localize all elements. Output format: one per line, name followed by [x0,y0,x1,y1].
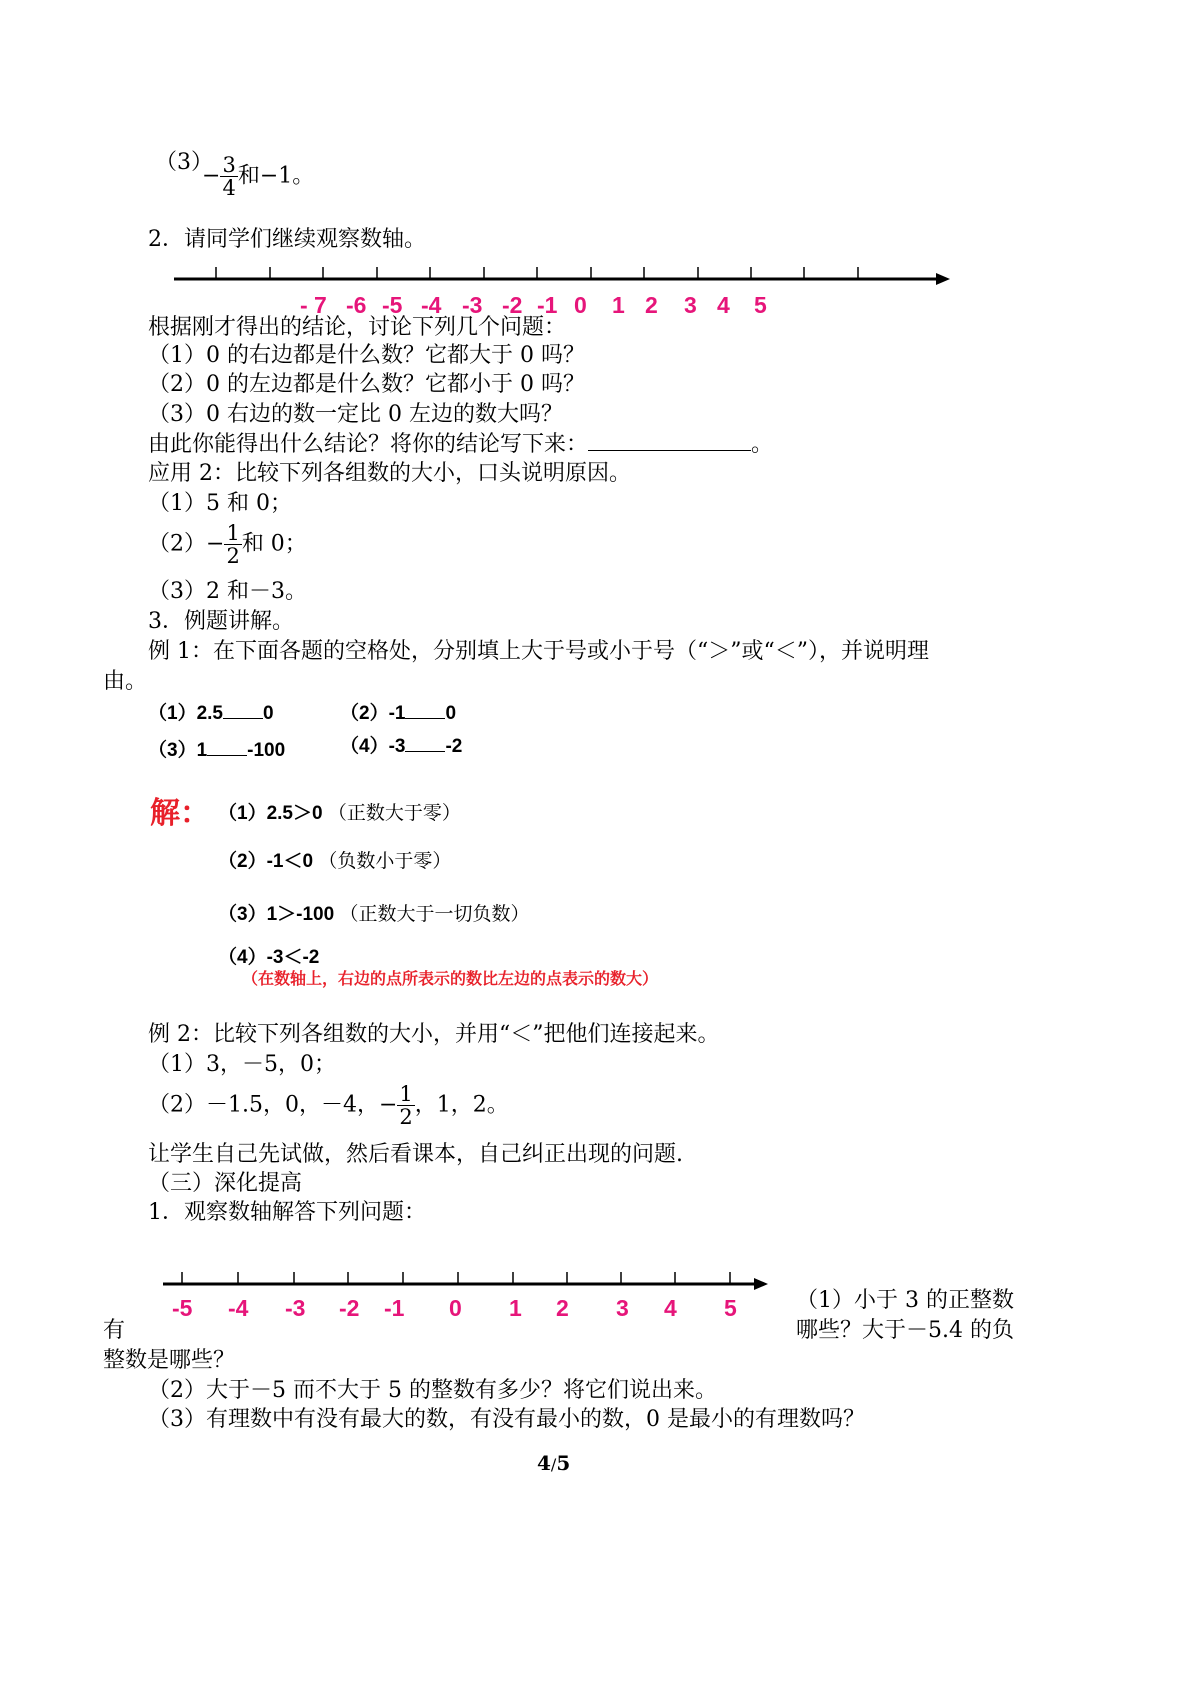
axis-1-arrowhead [936,273,950,285]
solution-reason: （正数大于零） [327,802,461,824]
axis-label: 3 [616,1295,629,1321]
axis-label: -4 [421,292,442,318]
axis-label: 3 [684,292,697,318]
axis-label: -1 [384,1295,405,1321]
example-item-right: -100 [247,740,286,761]
conclusion-prompt: 由此你能得出什么结论？将你的结论写下来： [148,432,589,457]
minus-sign: − [202,163,221,189]
fraction-denominator: 2 [399,1105,413,1129]
example-item-blank[interactable] [405,733,445,752]
example-item-right: 0 [262,703,274,724]
example-item-left: （3）1 [148,740,208,761]
deepen-left-word: 有 [103,1318,126,1343]
item-3-prefix: （3） [155,150,213,175]
solution-expression: （2）-1＜0 [218,851,314,872]
solution-reason: （正数大于一切负数） [339,903,530,925]
solution-label: 解： [150,796,210,831]
fraction-one-half [397,1083,414,1128]
example-1-line-1: 例 1：在下面各题的空格处，分别填上大于号或小于号（“＞”或“＜”），并说明理 [148,639,929,664]
example-item-blank[interactable] [405,700,445,719]
example-2-item-1: （1）3，－5，0； [148,1052,336,1077]
deepen-question-3: （3）有理数中有没有最大的数，有没有最小的数，0 是最小的有理数吗？ [148,1407,865,1432]
axis-label: -2 [339,1295,360,1321]
deepen-question-2: （2）大于－5 而不大于 5 的整数有多少？将它们说出来。 [148,1378,717,1403]
example-item-left: （2）-1 [340,703,406,724]
axis-label: 2 [556,1295,569,1321]
example-item-blank[interactable] [207,737,247,756]
axis-label: -3 [462,292,483,318]
axis-label: -2 [502,292,523,318]
section-2-heading: 2．请同学们继续观察数轴。 [148,227,426,252]
item-3-expression [202,154,314,199]
page-number [537,1451,570,1475]
axis-label: 5 [724,1295,737,1321]
application-2-item-2-prefix: （2）− [148,531,225,557]
axis-label: -1 [537,292,558,318]
deepen-heading: （三）深化提高 [148,1171,303,1196]
deepen-question-heading: 1．观察数轴解答下列问题： [148,1200,426,1225]
page-separator: / [550,1455,557,1474]
application-2-heading: 应用 2：比较下列各组数的大小，口头说明原因。 [148,461,631,486]
fraction-numerator: 1 [226,521,240,545]
example-1-item-2 [340,698,456,725]
question-3: （3）0 右边的数一定比 0 左边的数大吗？ [148,402,563,427]
fraction-denominator: 4 [222,176,236,200]
axis-label: 1 [612,292,625,318]
axis-label: -5 [382,292,403,318]
axis-label: -6 [346,292,367,318]
fraction-three-quarters [220,154,237,199]
solution-expression: （4）-3＜-2 [218,947,320,968]
axis-label: 4 [664,1295,677,1321]
axis-2-arrowhead [754,1278,768,1290]
example-1-item-1 [148,698,274,725]
conclusion-line [148,430,773,460]
section-3-heading: 3．例题讲解。 [148,609,294,634]
fraction-numerator: 1 [399,1082,413,1106]
solution-3 [218,899,529,926]
example-2-item-2-suffix: ，1，2。 [414,1092,509,1118]
example-1-line-2: 由。 [103,669,148,694]
fraction-one-half [224,522,241,567]
axis-label: - 7 [300,292,327,318]
axis-label: -3 [285,1295,306,1321]
axis-label: -5 [172,1295,193,1321]
axis-label: 5 [754,292,767,318]
solution-reason: （负数小于零） [318,850,452,872]
deepen-side-line-2: 哪些？大于－5.4 的负 [796,1318,1014,1343]
application-2-item-1: （1）5 和 0； [148,491,292,516]
conclusion-blank[interactable] [588,432,751,451]
example-2-heading: 例 2：比较下列各组数的大小，并用“＜”把他们连接起来。 [148,1022,720,1047]
application-2-item-3: （3）2 和－3。 [148,579,307,604]
example-item-left: （4）-3 [340,736,406,757]
example-item-right: 0 [445,703,457,724]
axis-label: 1 [509,1295,522,1321]
example-item-blank[interactable] [223,700,263,719]
example-item-left: （1）2.5 [148,703,223,724]
example-1-item-4 [340,731,462,758]
example-2-note: 让学生自己先试做，然后看课本，自己纠正出现的问题. [148,1142,683,1167]
deepen-side-line-1: （1）小于 3 的正整数 [796,1288,1014,1313]
example-item-right: -2 [445,736,463,757]
question-2: （2）0 的左边都是什么数？它都小于 0 吗？ [148,372,585,397]
example-2-item-2 [148,1083,509,1128]
axis-label: 0 [449,1295,462,1321]
axis-1-ticks [216,267,858,279]
solution-4 [218,942,319,969]
axis-label: 2 [645,292,658,318]
number-line-2 [160,1268,780,1298]
axis-label: 0 [574,292,587,318]
solution-note: （在数轴上，右边的点所表示的数比左边的点表示的数大） [242,969,659,988]
application-2-item-2 [148,522,307,567]
solution-1 [218,798,461,825]
solution-2 [218,846,451,873]
page-current: 4 [537,1451,551,1475]
example-2-item-2-prefix: （2）－1.5，0，－4，− [148,1092,398,1118]
fraction-denominator: 2 [226,544,240,568]
fraction-numerator: 3 [222,153,236,177]
conclusion-period: 。 [751,432,774,457]
item-3-suffix: 和−1。 [237,163,315,189]
axis-2-ticks [182,1272,730,1284]
axis-label: 4 [717,292,730,318]
page-total: 5 [556,1451,571,1475]
deepen-continuation: 整数是哪些？ [103,1348,236,1373]
axis-label: -4 [228,1295,249,1321]
application-2-item-2-suffix: 和 0； [241,531,307,557]
example-1-item-3 [148,735,285,762]
solution-expression: （3）1＞-100 [218,904,335,925]
discussion-intro: 根据刚才得出的结论，讨论下列几个问题： [148,315,567,340]
solution-expression: （1）2.5＞0 [218,803,323,824]
number-line-1 [170,262,960,292]
question-1: （1）0 的右边都是什么数？它都大于 0 吗？ [148,343,585,368]
